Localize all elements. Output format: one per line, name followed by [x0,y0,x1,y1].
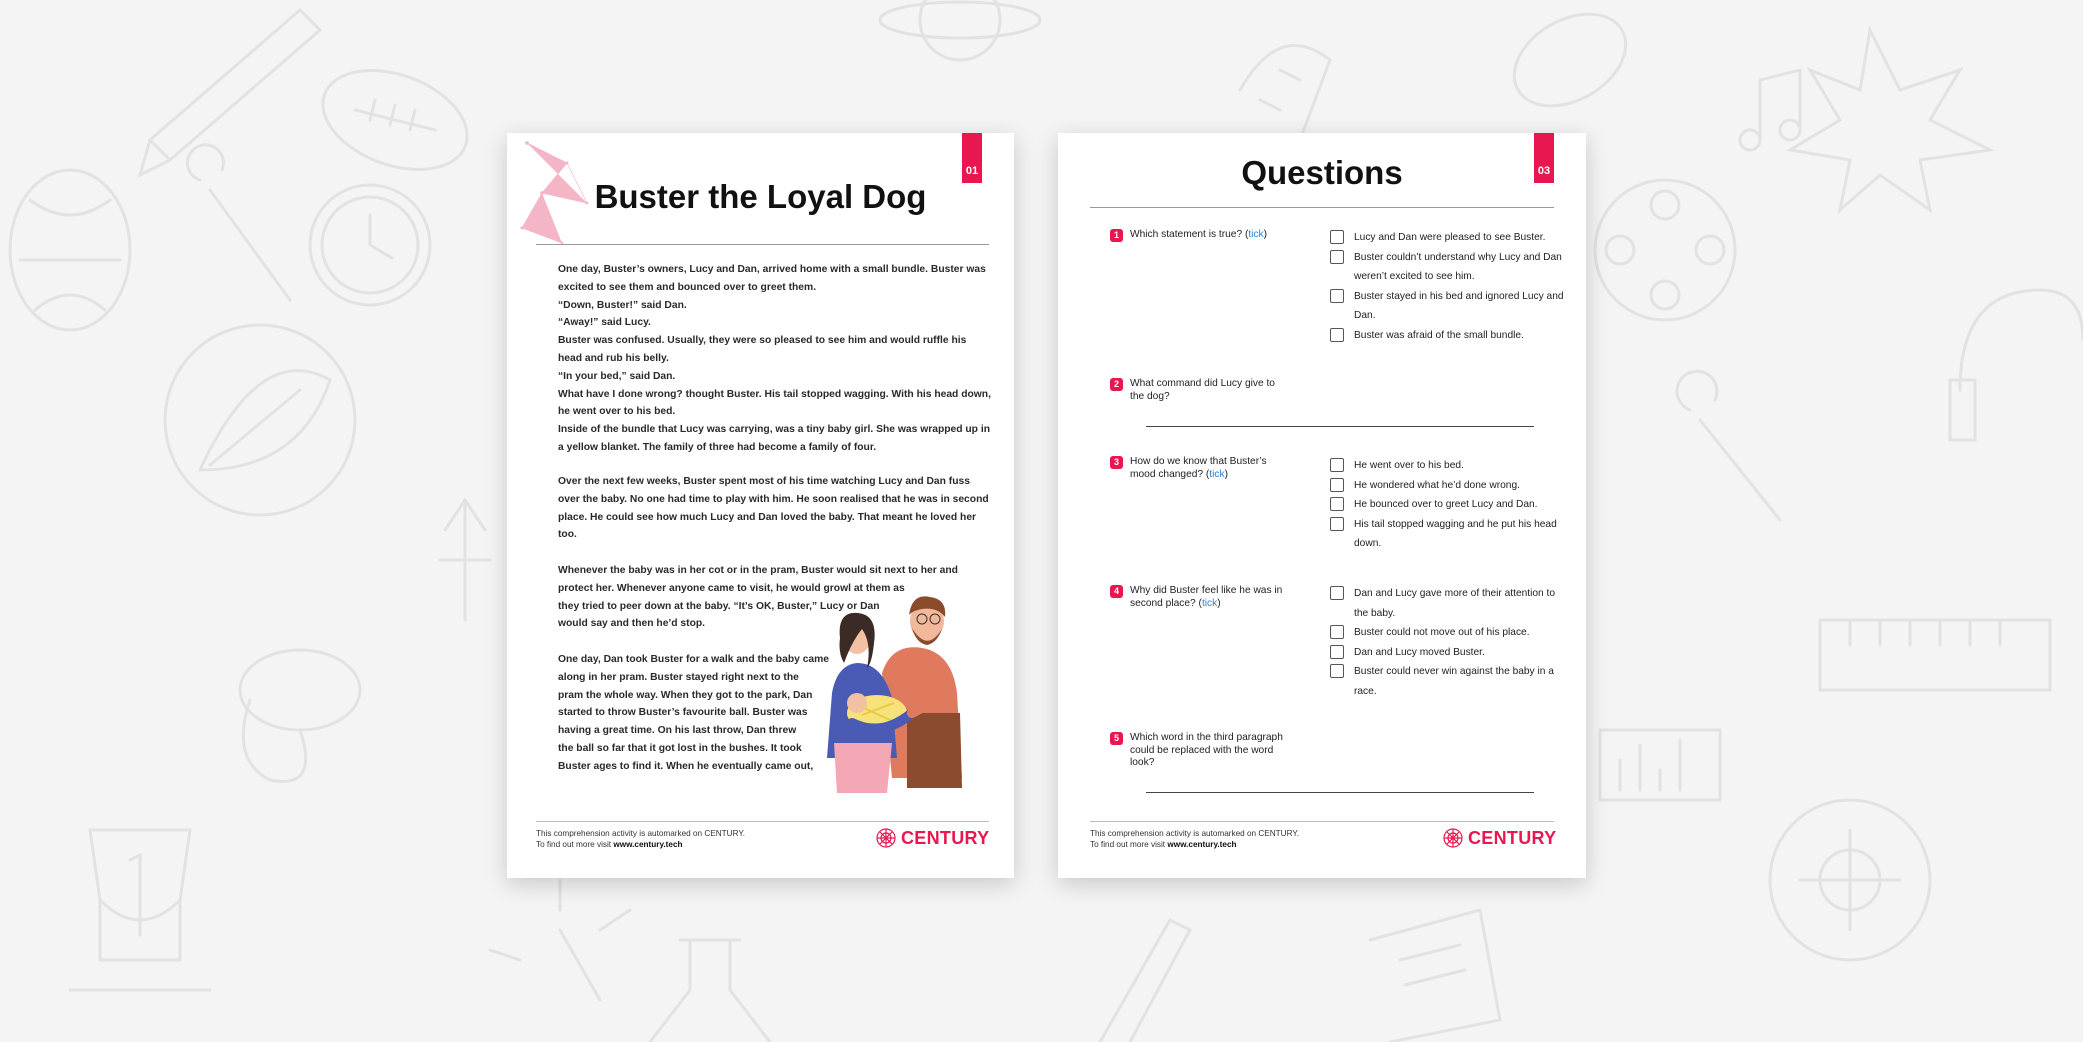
title-divider [536,244,989,245]
question-1-options [1330,228,1570,345]
question-text-end: ) [1263,229,1268,240]
question-5 [1113,732,1295,770]
question-number-badge: 1 [1110,229,1123,242]
story-line: he went over to his bed. [558,406,676,418]
footer-text [1090,828,1299,850]
footer-line: To find out more visit [1090,840,1168,849]
story-line: excited to see them and bounced over to greet them. [558,281,817,293]
question-4 [1113,585,1295,610]
flask-doodle-icon [650,940,770,1042]
tick-hint: tick [1209,468,1225,480]
question-number-badge: 2 [1110,378,1123,391]
trophy-doodle-icon [70,830,210,990]
story-line: a yellow blanket. The family of three had become a family of four. [558,441,877,453]
checkbox[interactable] [1330,664,1344,678]
answer-option[interactable] [1330,584,1570,623]
question-text: How do we know that Buster’s mood changed? ( [1130,456,1267,480]
candy-doodle-icon [1240,45,1330,140]
option-label: Dan and Lucy gave more of their attention to the baby. [1354,588,1556,619]
question-number-badge: 4 [1110,585,1123,598]
century-link[interactable]: www.century.tech [1167,840,1237,849]
page-number-badge: 01 [962,133,982,183]
century-brain-icon [875,827,897,849]
page-number-badge: 03 [1534,133,1554,183]
story-paragraph [558,651,829,776]
story-line: Inside of the bundle that Lucy was carrying, was a tiny baby girl. She was wrapped up in [558,424,990,436]
story-line: “Away!” said Lucy. [558,317,651,329]
footer-divider [1090,821,1554,822]
checkbox[interactable] [1330,289,1344,303]
question-4-options [1330,584,1570,701]
leaf-doodle-icon [165,325,355,515]
globe-doodle-icon [10,170,130,330]
checkbox[interactable] [1330,517,1344,531]
question-text: Which word in the third paragraph could be replaced with the word look? [1130,732,1283,768]
saturn-doodle-icon [880,0,1040,60]
tick-hint: tick [1201,597,1218,609]
answer-option[interactable] [1330,662,1570,701]
story-line: place. He could see how much Lucy and Dan loved the baby. That meant he loved her [558,511,977,523]
story-line: the ball so far that it got lost in the bushes. It took [558,742,802,754]
answer-option[interactable] [1330,456,1570,476]
headphones-doodle-icon [1950,290,2083,440]
option-label: His tail stopped wagging and he put his head down. [1354,518,1557,549]
questions-title: Questions [1241,154,1403,191]
story-line: Buster ages to find it. When he eventually came out, [558,760,814,772]
answer-option[interactable] [1330,287,1570,326]
pencil2-doodle-icon [1100,920,1190,1042]
option-label: He bounced over to greet Lucy and Dan. [1354,499,1538,510]
answer-option[interactable] [1330,248,1570,287]
checkbox[interactable] [1330,478,1344,492]
story-paragraph [558,261,991,457]
rugby-ball-doodle-icon [309,52,481,188]
story-line: “Down, Buster!” said Dan. [558,299,687,311]
film-reel-doodle-icon [1595,180,1735,320]
brand-name: CENTURY [901,827,990,848]
story-line: over the baby. No one had time to play with him. He soon realised that he was in second [558,493,989,505]
story-paragraph [558,473,989,544]
option-label: He went over to his bed. [1354,460,1464,471]
story-line: One day, Buster’s owners, Lucy and Dan, arrived home with a small bundle. Buster was [558,264,986,275]
answer-option[interactable] [1330,515,1570,554]
story-line: would say and then he’d stop. [558,618,706,630]
music-doodle-icon [1740,70,1800,150]
checkbox[interactable] [1330,328,1344,342]
question-text: What command did Lucy give to the dog? [1130,378,1275,402]
option-label: Buster stayed in his bed and ignored Lucy and Dan. [1354,290,1564,321]
clock-doodle-icon [310,185,430,305]
answer-option[interactable] [1330,643,1570,663]
story-line: What have I done wrong? thought Buster. His tail stopped wagging. With his head down, [558,388,991,400]
story-line: One day, Dan took Buster for a walk and the baby came [558,654,830,665]
checkbox[interactable] [1330,230,1344,244]
checkbox[interactable] [1330,645,1344,659]
option-label: Buster couldn’t understand why Lucy and Dan weren’t excited to see him. [1354,251,1562,282]
story-line: head and rub his belly. [558,352,669,364]
story-title: Buster the Loyal Dog [594,178,927,215]
option-label: Buster could not move out of his place. [1354,627,1530,638]
answer-option[interactable] [1330,476,1570,496]
wrench2-doodle-icon [1677,371,1780,520]
question-3 [1113,456,1285,481]
bubble-doodle-icon [240,650,360,781]
tick-hint: tick [1248,229,1264,240]
question-text: Which statement is true? ( [1130,229,1249,240]
footer-text [536,828,745,850]
lamp-doodle-icon [490,880,630,1000]
story-line: Over the next few weeks, Buster spent most of his time watching Lucy and Dan fuss [558,476,970,487]
story-line: “In your bed,” said Dan. [558,370,676,382]
footer-line: This comprehension activity is automarked on CENTURY. [1090,829,1300,838]
wrench-doodle-icon [187,145,290,300]
family-with-baby-illustration [812,593,997,793]
question-number-badge: 5 [1110,732,1123,745]
compass-doodle-icon [440,500,490,620]
story-line: having a great time. On his last throw, Dan threw [558,725,797,737]
question-text-end: ) [1224,468,1228,480]
option-label: He wondered what he’d done wrong. [1354,479,1520,491]
answer-option[interactable] [1330,495,1570,515]
book-doodle-icon [1370,910,1500,1042]
story-line: Whenever the baby was in her cot or in the pram, Buster would sit next to her and [558,565,958,576]
footer-divider [536,821,989,822]
checkbox[interactable] [1330,497,1344,511]
football-doodle-icon [1498,0,1642,125]
story-line: too. [558,529,577,541]
answer-option[interactable] [1330,228,1570,248]
option-label: Dan and Lucy moved Buster. [1354,646,1485,658]
option-label: Buster could never win against the baby in a race. [1354,666,1554,697]
maple-leaf-doodle-icon [1790,30,1990,210]
century-logo [1442,827,1556,849]
century-brain-icon [1442,827,1464,849]
title-divider [1090,207,1554,208]
chart-doodle-icon [1600,730,1720,800]
story-line: protect her. Whenever anyone came to visit, he would growl at them as [558,582,905,594]
option-label: Lucy and Dan were pleased to see Buster. [1354,232,1546,243]
story-line: they tried to peer down at the baby. “It’s OK, Buster,” Lucy or Dan [558,600,880,612]
questions-page [1058,133,1586,878]
story-line: along in her pram. Buster stayed right next to the [558,671,799,683]
question-text: Why did Buster feel like he was in second place? ( [1130,585,1283,609]
answer-line[interactable] [1146,426,1534,427]
question-1 [1113,229,1300,242]
story-line: started to throw Buster’s favourite ball. Buster was [558,707,808,719]
checkbox[interactable] [1330,625,1344,639]
answer-option[interactable] [1330,326,1570,346]
ruler-doodle-icon [1820,620,2050,690]
answer-option[interactable] [1330,623,1570,643]
footer-line: This comprehension activity is automarked on CENTURY. [536,829,746,838]
question-text-end: ) [1217,597,1221,609]
answer-line[interactable] [1146,792,1534,793]
checkbox[interactable] [1330,458,1344,472]
question-3-options [1330,456,1570,554]
century-link[interactable]: www.century.tech [613,840,683,849]
pencil-doodle-icon [140,10,320,175]
story-page [507,133,1014,878]
question-2 [1113,378,1290,403]
globe2-doodle-icon [1770,800,1930,960]
checkbox[interactable] [1330,586,1344,600]
checkbox[interactable] [1330,250,1344,264]
option-label: Buster was afraid of the small bundle. [1354,329,1524,341]
story-line: pram the whole way. When they got to the park, Dan [558,689,813,701]
brand-name: CENTURY [1468,827,1557,848]
story-line: Buster was confused. Usually, they were so pleased to see him and would ruffle his [558,335,967,347]
century-logo [875,827,989,849]
footer-line: To find out more visit [536,840,614,849]
question-number-badge: 3 [1110,456,1123,469]
